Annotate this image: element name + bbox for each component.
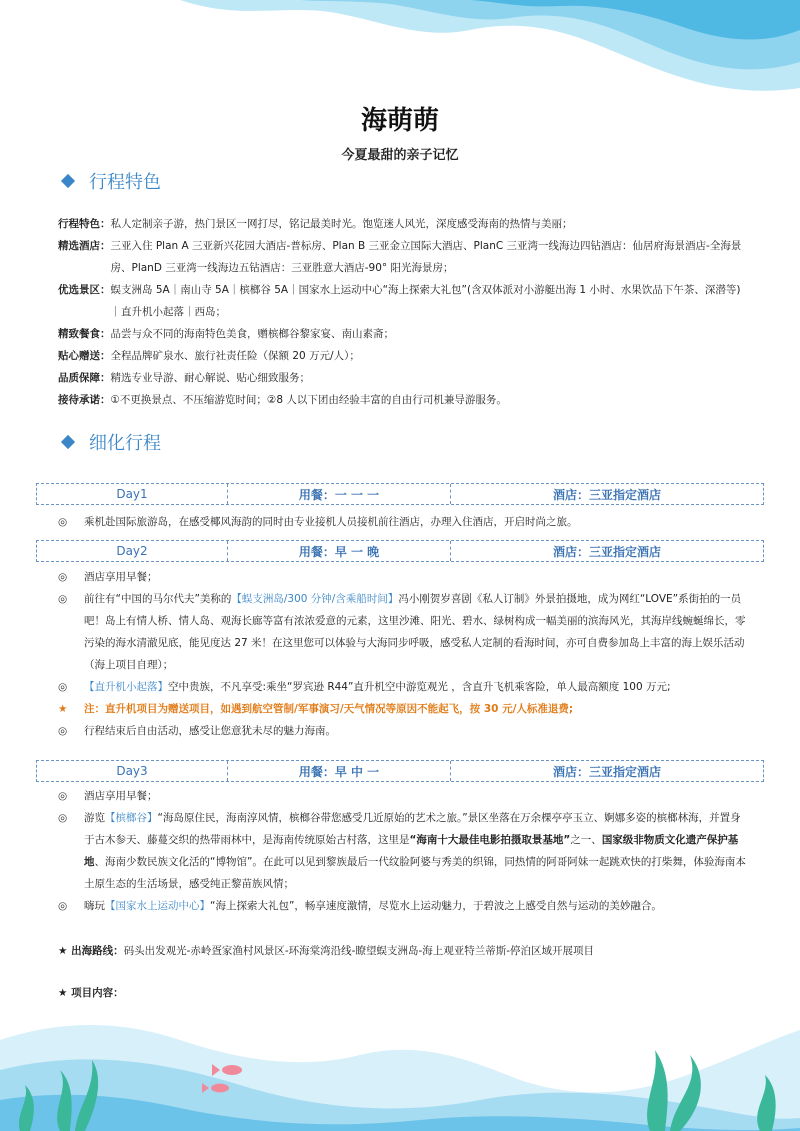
item-text: 酒店享用早餐；	[84, 571, 158, 583]
day-hotel: 酒店：三亚指定酒店	[552, 764, 661, 779]
day-label: Day2	[37, 541, 228, 561]
item-text: 之一、	[570, 834, 602, 846]
item-text: “海上探索大礼包”，畅享速度激情，尽览水上运动魅力，于碧波之上感受自然与运动的美妙融合。	[210, 900, 662, 912]
diamond-icon	[61, 174, 75, 188]
bold-text: 国家级非物质文化遗产保护基地	[84, 834, 739, 868]
page-title: 海萌萌	[360, 106, 439, 136]
item-text: 嗨玩	[84, 900, 105, 912]
feature-key: 精选酒店：	[58, 240, 111, 252]
feature-row	[58, 389, 748, 411]
feature-row	[58, 235, 748, 279]
bullet-icon: ◎	[58, 571, 68, 583]
feature-row	[58, 279, 748, 323]
list-item	[58, 511, 748, 533]
feature-value: 全程品牌矿泉水、旅行社责任险（保额 20 万元/人）；	[110, 350, 360, 362]
diamond-icon	[61, 435, 75, 449]
day-items-2	[58, 566, 748, 742]
page-subtitle: 今夏最甜的亲子记忆	[341, 148, 459, 163]
section-heading-features	[60, 168, 161, 194]
item-text: 游览	[84, 812, 105, 824]
item-text: 、海南少数民族文化活的“博物馆”。在此可以见到黎族最后一代纹脸阿婆与秀美的织锦，同热情的阿哥阿妹一起跳欢快的打柴舞，体验海南本土原生态的生活场景，感受纯正黎苗族风情；	[84, 856, 746, 890]
feature-key: 优选景区：	[58, 284, 111, 296]
feature-key: 品质保障：	[58, 372, 111, 384]
feature-row	[58, 323, 748, 345]
day-meal: 用餐：一 一 一	[228, 484, 451, 504]
day-label: Day3	[37, 761, 228, 781]
bold-text: “海南十大最佳电影拍摄取景基地”	[409, 834, 571, 846]
feature-value: 三亚入住 Plan A 三亚新兴花园大酒店-普标房、Plan B 三亚金立国际大酒店、PlanC 三亚湾一线海边四钻酒店：仙居府海景酒店-全海景房、PlanD 三亚湾一线海边五钻酒店：三亚胜意大酒店-90° 阳光海景房；	[110, 240, 742, 274]
highlight-text: 【直升机小起落】	[84, 681, 168, 693]
list-item	[58, 676, 748, 698]
sea-route	[58, 940, 594, 962]
feature-value: ①不更换景点、不压缩游览时间；②8 人以下团由经验丰富的自由行司机兼导游服务。	[110, 394, 507, 406]
item-text: 酒店享用早餐；	[84, 790, 158, 802]
bullet-icon: ◎	[58, 725, 68, 737]
route-value: 码头出发观光-赤岭疍家渔村风景区-环海棠湾沿线-瞭望蜈支洲岛-海上观亚特兰蒂斯-停泊区域开展项目	[123, 945, 595, 957]
warning-text: 注：直升机项目为赠送项目，如遇到航空管制/军事演习/天气情况等原因不能起飞，按 30 元/人标准退费;	[84, 703, 574, 715]
feature-key: 贴心赠送：	[58, 350, 111, 362]
list-item	[58, 785, 748, 807]
day-meal: 用餐：早 中 一	[228, 761, 451, 781]
bullet-icon: ◎	[58, 593, 68, 605]
day-meal: 用餐：早 一 晚	[228, 541, 451, 561]
list-item	[58, 566, 748, 588]
item-text: 冯小刚贺岁喜剧《私人订制》外景拍摄地，成为网红“LOVE”系街拍的一员吧！岛上有情人桥、情人岛、观海长廊等富有浓浓爱意的元素，这里沙滩、阳光、碧水、绿树构成一幅美丽的滨海风光，其海岸线蜿蜒绵长，零污染的海水清澈见底，能见度达 27 米！在这里您可以体验与大海同步呼吸，感受私人定制的看海时间，亦可自费参加岛上丰富的海上娱乐活动（海上项目自理）；	[84, 593, 746, 671]
day-hotel: 酒店：三亚指定酒店	[552, 487, 661, 502]
day-hotel: 酒店：三亚指定酒店	[552, 544, 661, 559]
feature-value: 蜈支洲岛 5A｜南山寺 5A｜槟榔谷 5A｜国家水上运动中心“海上探索大礼包”(含双体派对小游艇出海 1 小时、水果饮品下午茶、深潜等)｜直升机小起落｜西岛；	[110, 284, 741, 318]
feature-key: 行程特色：	[58, 218, 111, 230]
section-heading-label: 细化行程	[89, 433, 161, 454]
day-items-3	[58, 785, 748, 917]
list-item	[58, 895, 748, 917]
day-header-2	[36, 540, 764, 562]
bullet-icon: ◎	[58, 516, 68, 528]
day-label: Day1	[37, 484, 228, 504]
item-text: 前往有“中国的马尔代夫”美称的	[84, 593, 232, 605]
day-items-1	[58, 511, 748, 533]
item-text: 空中贵族，不凡享受:乘坐“罗宾逊 R44”直升机空中游览观光 ，含直升飞机乘客险，单人最高额度 100 万元;	[168, 681, 671, 693]
feature-row	[58, 213, 748, 235]
feature-value: 私人定制亲子游，热门景区一网打尽，铭记最美时光。饱览迷人风光，深度感受海南的热情与美丽；	[110, 218, 573, 230]
star-icon: ★	[58, 703, 68, 715]
feature-value: 精选专业导游、耐心解说、贴心细致服务；	[110, 372, 310, 384]
feature-key: 接待承诺：	[58, 394, 111, 406]
day-header-1	[36, 483, 764, 505]
bullet-icon: ◎	[58, 812, 68, 824]
section-heading-itinerary	[60, 429, 161, 455]
item-text: 行程结束后自由活动，感受让您意犹未尽的魅力海南。	[84, 725, 336, 737]
list-item	[58, 588, 748, 676]
warning-item	[58, 698, 748, 720]
highlight-text: 【国家水上运动中心】	[105, 900, 210, 912]
highlight-text: 【槟榔谷】	[105, 812, 158, 824]
top-wave-decoration	[0, 0, 800, 100]
list-item	[58, 720, 748, 742]
bottom-wave-decoration	[0, 1000, 800, 1131]
project-label: ★ 项目内容：	[58, 987, 124, 999]
feature-row	[58, 345, 748, 367]
item-text: “海岛原住民，海南淳风情，槟榔谷带您感受几近原始的艺术之旅。”景区坐落在万余棵亭亭玉立、婀娜多姿的槟榔林海，并置身于古木参天、藤蔓交织的热带雨林中，是海南传统原始古村落，这里是	[84, 812, 741, 846]
route-label: ★ 出海路线：	[58, 945, 124, 957]
bullet-icon: ◎	[58, 790, 68, 802]
bullet-icon: ◎	[58, 681, 68, 693]
bullet-icon: ◎	[58, 900, 68, 912]
list-item	[58, 807, 748, 895]
highlight-text: 【蜈支洲岛/300 分钟/含乘船时间】	[231, 593, 399, 605]
day-header-3	[36, 760, 764, 782]
feature-row	[58, 367, 748, 389]
item-text: 乘机赴国际旅游岛，在感受椰风海韵的同时由专业接机人员接机前往酒店，办理入住酒店，开启时尚之旅。	[84, 516, 578, 528]
feature-key: 精致餐食：	[58, 328, 111, 340]
features-list	[58, 213, 748, 411]
section-heading-label: 行程特色	[89, 172, 161, 193]
feature-value: 品尝与众不同的海南特色美食，赠槟榔谷黎家宴、南山素斋；	[110, 328, 394, 340]
